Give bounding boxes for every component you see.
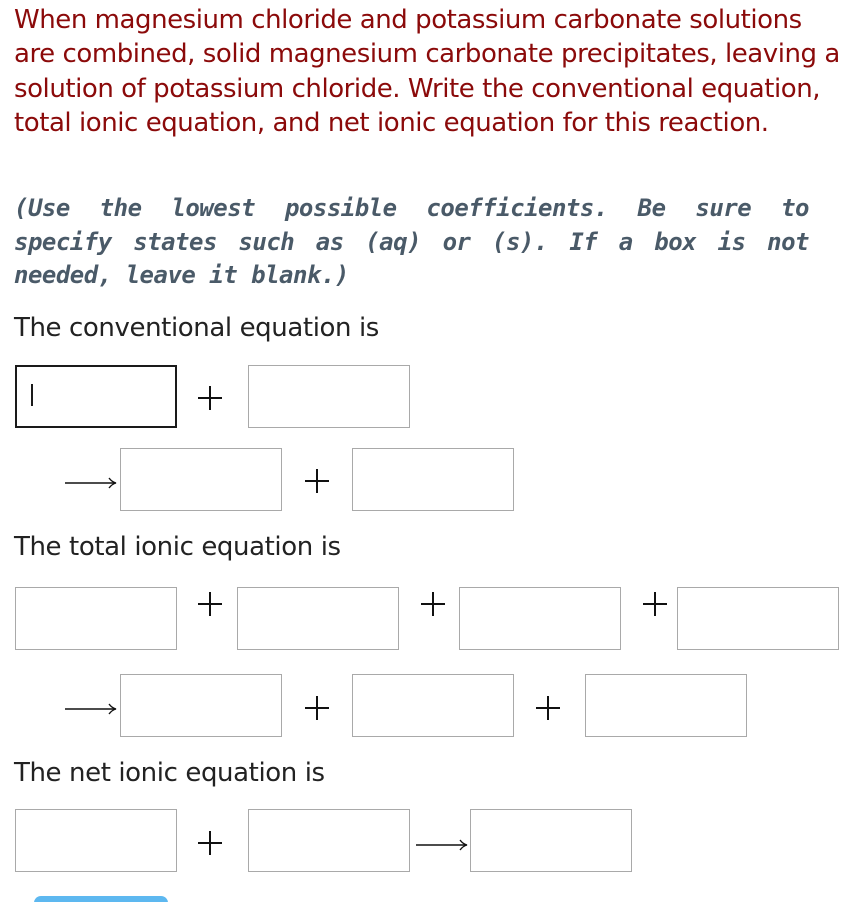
net-ionic-product-1-input[interactable] [470, 809, 632, 872]
plus-icon [198, 592, 222, 616]
conventional-equation-label: The conventional equation is [14, 313, 379, 343]
text-cursor [31, 384, 33, 406]
plus-icon [421, 592, 445, 616]
plus-icon [305, 469, 329, 493]
reaction-arrow-icon [65, 703, 117, 715]
reaction-arrow-icon [416, 839, 468, 851]
conventional-reactant-1-input[interactable] [15, 365, 177, 428]
plus-icon [643, 592, 667, 616]
total-ionic-product-1-input[interactable] [120, 674, 282, 737]
total-ionic-reactant-1-input[interactable] [15, 587, 177, 650]
net-ionic-reactant-2-input[interactable] [248, 809, 410, 872]
conventional-product-2-input[interactable] [352, 448, 514, 511]
reaction-arrow-icon [65, 477, 117, 489]
conventional-product-1-input[interactable] [120, 448, 282, 511]
instructions-text: (Use the lowest possible coefficients. Be sure to specify states such as (aq) or (s). If a box is not needed, leave it blank.) [14, 194, 809, 290]
plus-icon [305, 696, 329, 720]
total-ionic-reactant-4-input[interactable] [677, 587, 839, 650]
conventional-reactant-2-input[interactable] [248, 365, 410, 428]
total-ionic-reactant-3-input[interactable] [459, 587, 621, 650]
total-ionic-equation-label: The total ionic equation is [14, 532, 341, 562]
total-ionic-reactant-2-input[interactable] [237, 587, 399, 650]
net-ionic-reactant-1-input[interactable] [15, 809, 177, 872]
total-ionic-product-3-input[interactable] [585, 674, 747, 737]
question-text: When magnesium chloride and potassium carbonate solutions are combined, solid magnesium carbonate precipitates, leaving a solution of potassium chloride. Write the conventional equation, total ionic equation, and net ionic equation for this reaction. [14, 5, 840, 139]
plus-icon [536, 696, 560, 720]
submit-button[interactable] [34, 896, 168, 902]
plus-icon [198, 831, 222, 855]
total-ionic-product-2-input[interactable] [352, 674, 514, 737]
net-ionic-equation-label: The net ionic equation is [14, 758, 325, 788]
plus-icon [198, 386, 222, 410]
